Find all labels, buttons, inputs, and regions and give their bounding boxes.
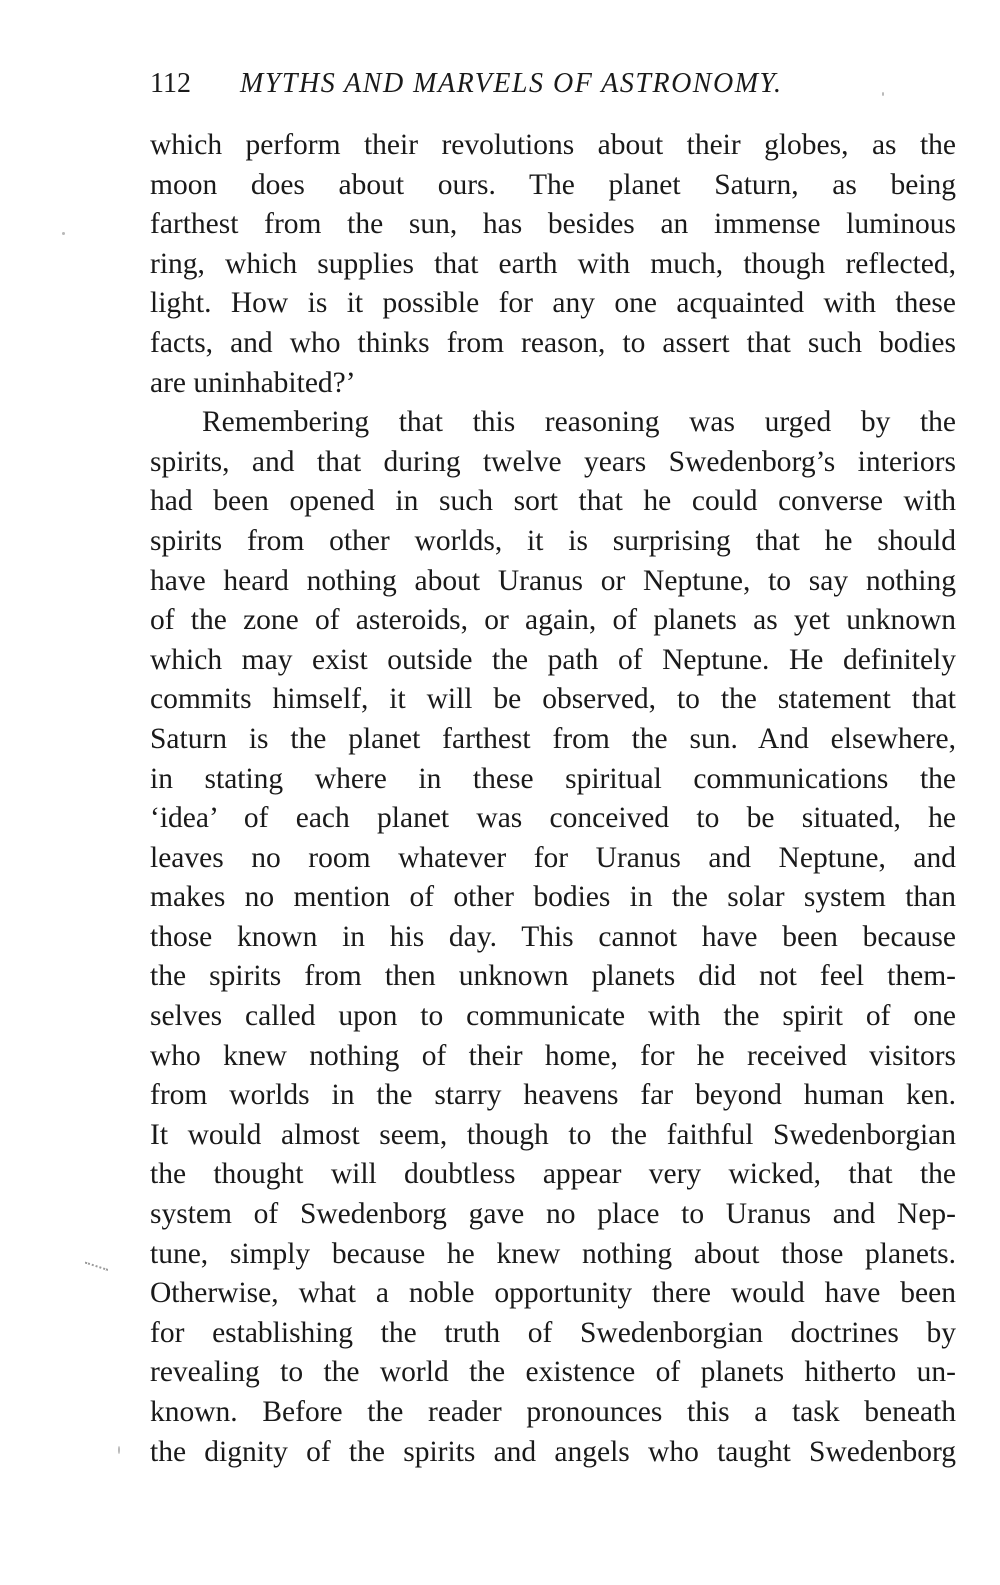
text-line: have heard nothing about Uranus or Neptune, to say nothing xyxy=(150,564,956,597)
text-line: ‘idea’ of each planet was conceived to be situated, he xyxy=(150,802,956,835)
text-line: of the zone of asteroids, or again, of planets as yet unknown xyxy=(150,604,956,637)
running-head xyxy=(150,64,870,104)
text-line: makes no mention of other bodies in the solar system than xyxy=(150,881,956,914)
text-line: spirits, and that during twelve years Swedenborg’s interiors xyxy=(150,445,956,478)
text-line: the thought will doubtless appear very wicked, that the xyxy=(150,1158,956,1191)
text-line: which may exist outside the path of Neptune. He definitely xyxy=(150,643,956,676)
text-line: revealing to the world the existence of planets hitherto un- xyxy=(150,1356,956,1389)
text-line: from worlds in the starry heavens far beyond human ken. xyxy=(150,1079,956,1112)
paragraph-start-line: Remembering that this reasoning was urged by the xyxy=(202,406,956,439)
running-title: MYTHS AND MARVELS OF ASTRONOMY. xyxy=(240,68,783,99)
text-line: Saturn is the planet farthest from the sun. And elsewhere, xyxy=(150,722,956,755)
text-line: ring, which supplies that earth with much, though reflected, xyxy=(150,247,956,280)
text-line: spirits from other worlds, it is surprising that he should xyxy=(150,524,956,557)
paragraph-end-line: are uninhabited?’ xyxy=(150,366,356,399)
text-line: who knew nothing of their home, for he received visitors xyxy=(150,1039,956,1072)
text-line: Otherwise, what a noble opportunity there would have been xyxy=(150,1277,956,1310)
text-line: for establishing the truth of Swedenborgian doctrines by xyxy=(150,1316,956,1349)
text-line: commits himself, it will be observed, to the statement that xyxy=(150,683,956,716)
text-line: leaves no room whatever for Uranus and Neptune, and xyxy=(150,841,956,874)
scan-speck xyxy=(882,92,884,96)
text-line: the spirits from then unknown planets did not feel them- xyxy=(150,960,956,993)
text-line: those known in his day. This cannot have been because xyxy=(150,920,956,953)
text-line: system of Swedenborg gave no place to Uranus and Nep- xyxy=(150,1198,956,1231)
text-line: had been opened in such sort that he could converse with xyxy=(150,485,956,518)
text-line: the dignity of the spirits and angels who taught Swedenborg xyxy=(150,1435,956,1468)
text-line: It would almost seem, though to the faithful Swedenborgian xyxy=(150,1118,956,1151)
body-text xyxy=(150,126,956,1472)
text-line: in stating where in these spiritual communications the xyxy=(150,762,956,795)
scan-speck xyxy=(118,1446,120,1454)
scan-speck xyxy=(62,232,65,235)
text-line: facts, and who thinks from reason, to assert that such bodies xyxy=(150,326,956,359)
text-line: selves called upon to communicate with the spirit of one xyxy=(150,1000,956,1033)
text-line: known. Before the reader pronounces this a task beneath xyxy=(150,1396,956,1428)
text-line: moon does about ours. The planet Saturn, as being xyxy=(150,168,956,201)
text-line: farthest from the sun, has besides an immense luminous xyxy=(150,208,956,241)
margin-mark xyxy=(82,1262,109,1281)
text-line: which perform their revolutions about their globes, as the xyxy=(150,129,956,161)
page-number: 112 xyxy=(150,68,191,99)
text-line: tune, simply because he knew nothing about those planets. xyxy=(150,1237,956,1270)
text-line: light. How is it possible for any one acquainted with these xyxy=(150,287,956,320)
